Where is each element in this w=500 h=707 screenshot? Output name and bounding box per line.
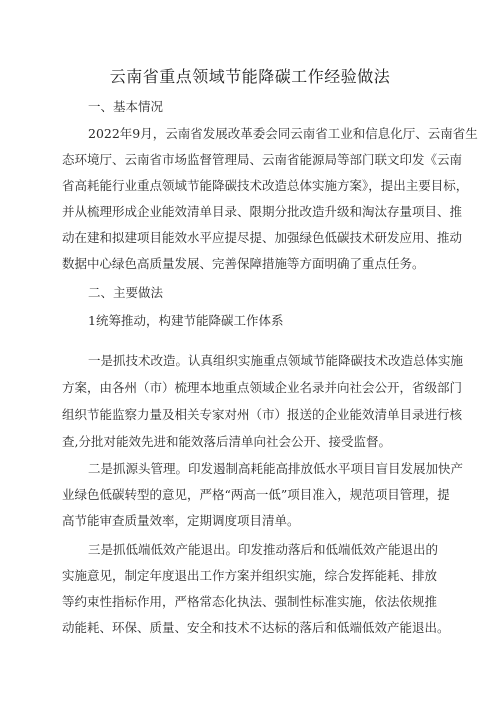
paragraph-line: 方案，由各州（市）梳理本地重点领域企业名录并向社会公开，省级部门 [62, 380, 463, 395]
paragraph-line: 一是抓技术改造。认真组织实施重点领域节能降碳技术改造总体实施 [88, 353, 464, 368]
paragraph-line: 省高耗能行业重点领域节能降碳技术改造总体实施方案》，提出主要目标， [62, 178, 469, 193]
paragraph-line: 等约束性指标作用，严格常态化执法、强制性标准实施，依法依规推 [62, 594, 438, 609]
paragraph-line: 三是抓低端低效产能退出。印发推动落后和低端低效产能退出的 [88, 542, 439, 557]
paragraph-line: 二是抓源头管理。印发遏制高耗能高排放低水平项目盲目发展加快产 [88, 461, 464, 476]
paragraph-line: 动在建和拟建项目能效水平应提尽提、加强绿色低碳技术研发应用、推动 [62, 230, 463, 245]
paragraph-line: 实施意见，制定年度退出工作方案并组织实施，综合发挥能耗、排放 [62, 568, 438, 583]
paragraph-line: 高节能审查质量效率，定期调度项目清单。 [62, 513, 300, 528]
section-heading-basic-situation: 一、基本情况 [88, 99, 164, 114]
paragraph-line: 组织节能监察力量及相关专家对州（市）报送的企业能效清单目录进行核 [62, 407, 463, 422]
paragraph-line: 态环境厅、云南省市场监督管理局、云南省能源局等部门联文印发《云南 [62, 152, 463, 167]
subheading-coordination: 1统筹推动，构建节能降碳工作体系 [88, 313, 284, 328]
section-heading-main-practices: 二、主要做法 [88, 285, 164, 300]
paragraph-line: 2022年9月，云南省发展改革委会同云南省工业和信息化厅、云南省生 [88, 126, 478, 141]
document-title: 云南省重点领域节能降碳工作经验做法 [109, 67, 391, 86]
paragraph-line: 并从梳理形成企业能效清单目录、限期分批改造升级和淘汰存量项目、推 [62, 204, 463, 219]
paragraph-line: 查,分批对能效先进和能效落后清单向社会公开、接受监督。 [62, 434, 391, 449]
paragraph-line: 动能耗、环保、质量、安全和技术不达标的落后和低端低效产能退出。 [62, 620, 450, 635]
paragraph-line: 业绿色低碳转型的意见，严格“两高一低”项目准入，规范项目管理，提 [62, 487, 450, 502]
paragraph-line: 数据中心绿色高质量发展、完善保障措施等方面明确了重点任务。 [62, 256, 425, 271]
